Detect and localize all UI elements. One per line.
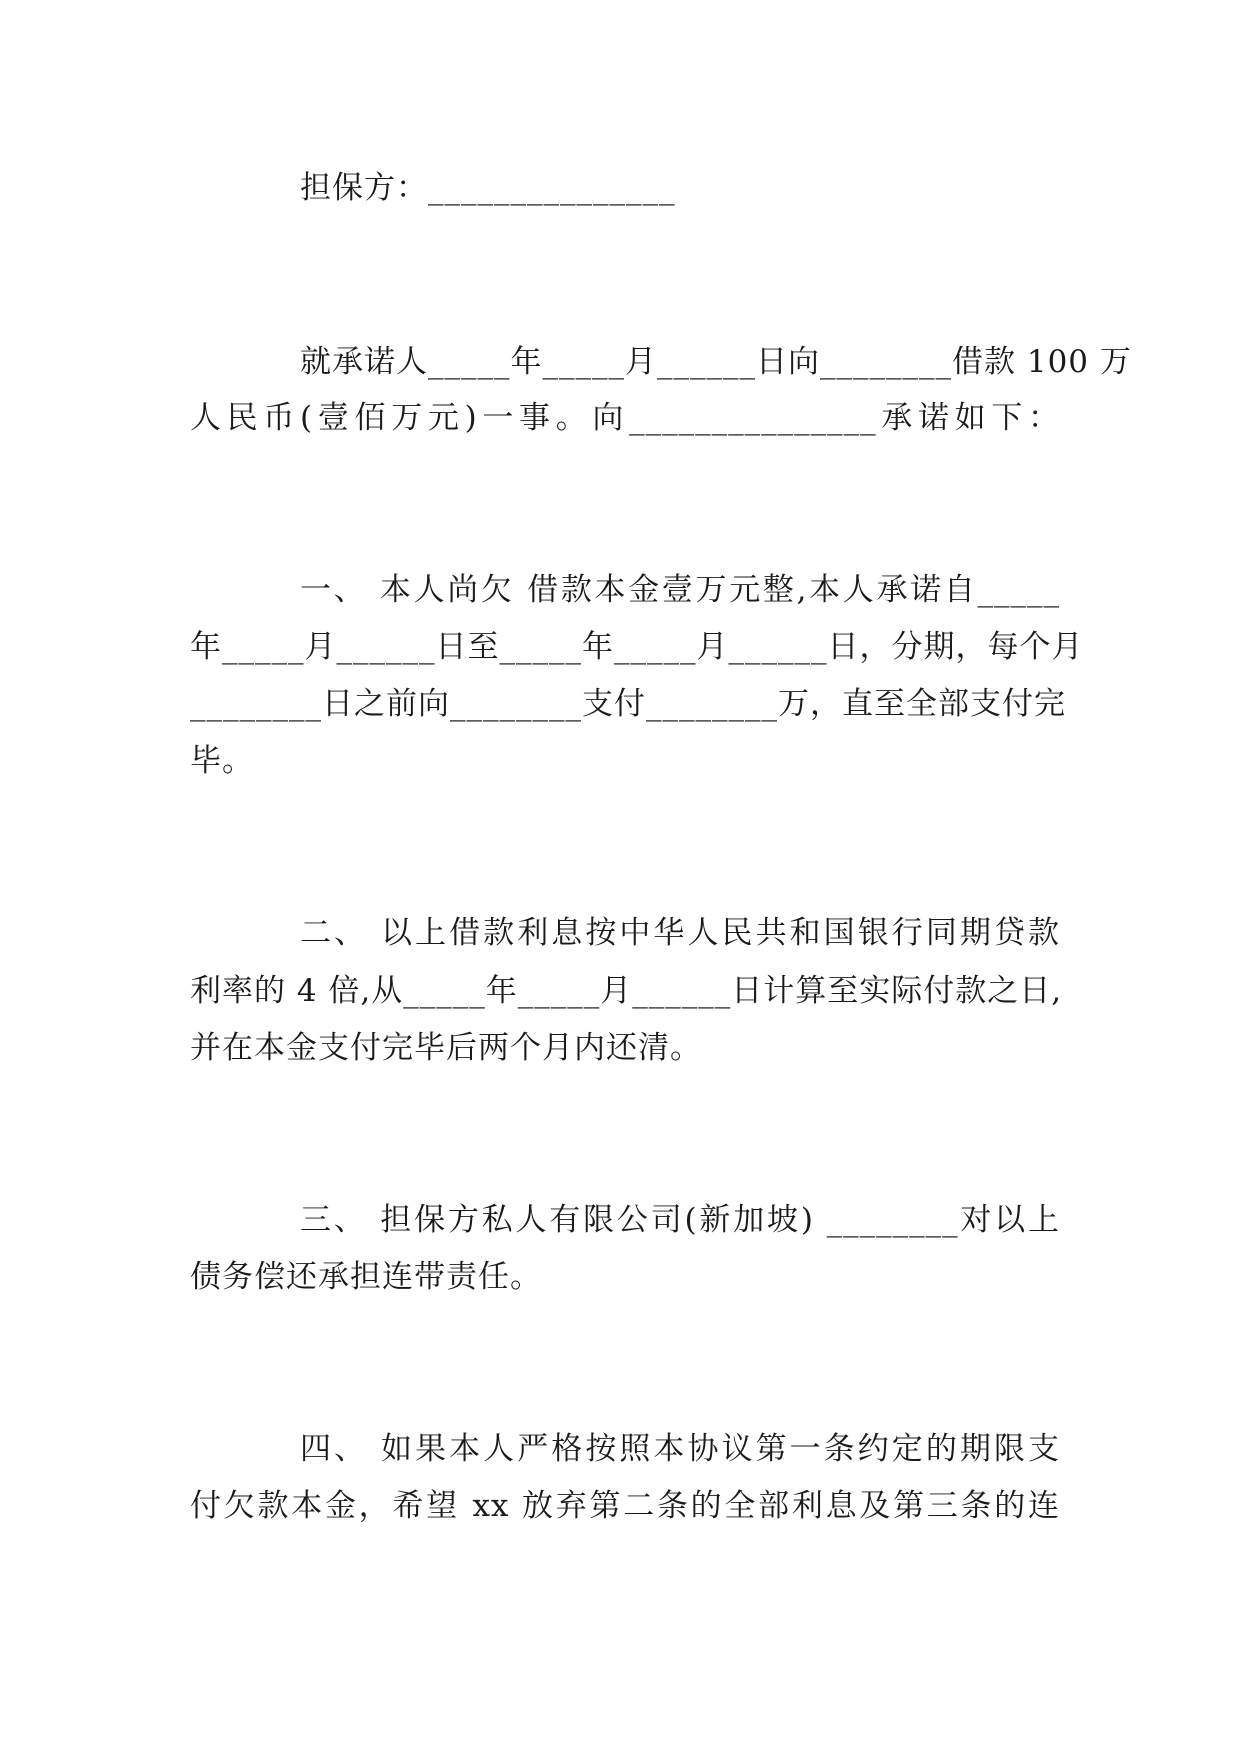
clause-1-line-1: 一、 本人尚欠 借款本金壹万元整,本人承诺自_____ [300, 572, 1060, 608]
clause-2-line-1: 二、 以上借款利息按中华人民共和国银行同期贷款 [300, 915, 1060, 951]
clause-3-line-2: 债务偿还承担连带责任。 [190, 1259, 542, 1295]
clause-4-line-1: 四、 如果本人严格按照本协议第一条约定的期限支 [300, 1431, 1060, 1467]
clause-2-line-3: 并在本金支付完毕后两个月内还清。 [190, 1030, 702, 1066]
guarantor-line: 担保方：_______________ [300, 170, 676, 206]
intro-line-2: 人民币(壹佰万元)一事。向_______________承诺如下： [190, 400, 1060, 436]
clause-1-line-4: 毕。 [190, 743, 254, 779]
intro-line-1: 就承诺人_____年_____月______日向________借款 100 万 [300, 344, 1132, 380]
clause-3-line-1: 三、 担保方私人有限公司(新加坡) ________对以上 [300, 1202, 1060, 1238]
clause-1-line-2: 年_____月______日至_____年_____月______日，分期，每个月 [190, 629, 1084, 665]
clause-2-line-2: 利率的 4 倍,从_____年_____月______日计算至实际付款之日, [190, 973, 1063, 1009]
clause-1-line-3: ________日之前向________支付________万，直至全部支付完 [190, 686, 1066, 722]
clause-4-line-2: 付欠款本金，希望 xx 放弃第二条的全部利息及第三条的连 [190, 1488, 1060, 1524]
